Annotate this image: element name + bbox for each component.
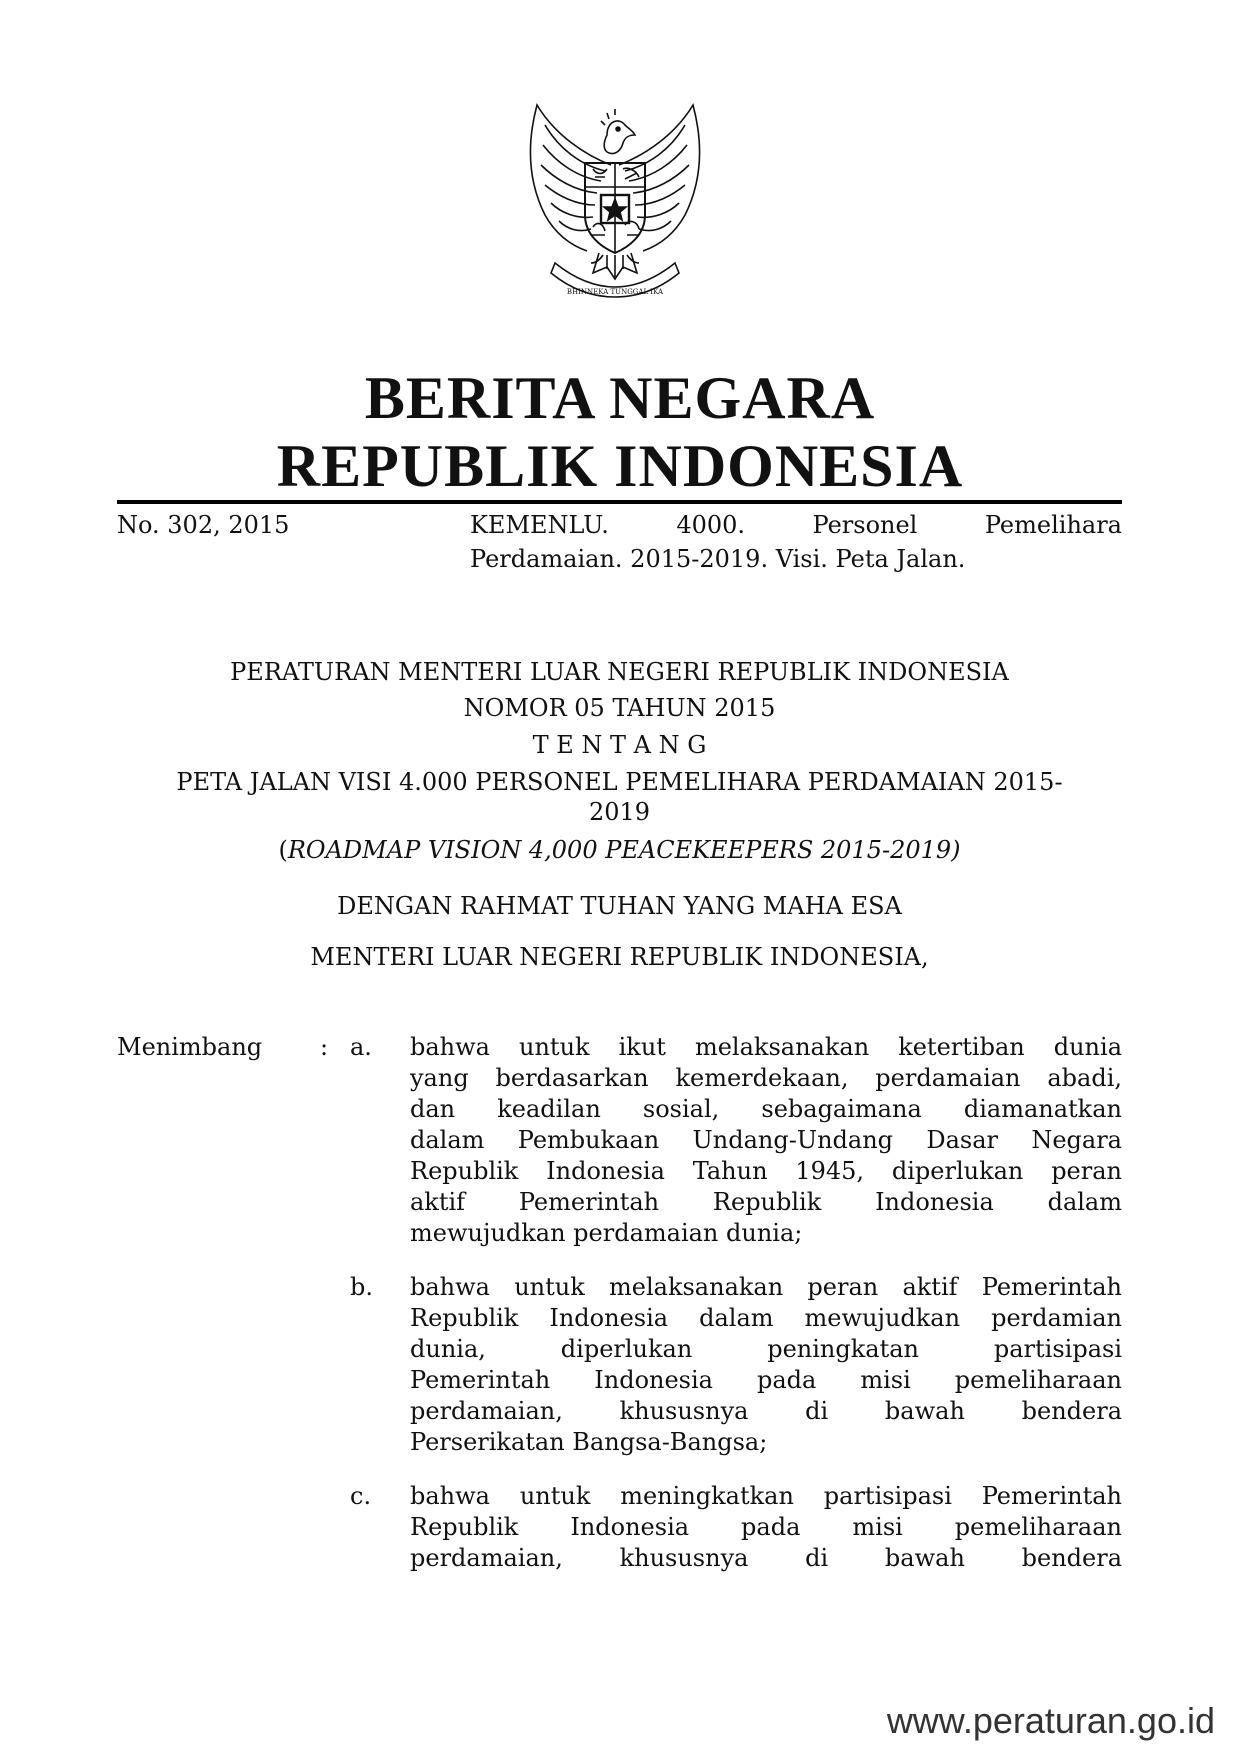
regulation-title-line1: PETA JALAN VISI 4.000 PERSONEL PEMELIHARA PERDAMAIAN 2015- xyxy=(176,768,1063,796)
text-line: perdamaian, khususnya di bawah bendera xyxy=(410,1397,1122,1425)
text-line: bahwa untuk ikut melaksanakan ketertiban dunia xyxy=(410,1033,1122,1061)
gazette-number: No. 302, 2015 xyxy=(117,511,290,539)
text-line: Pemerintah Indonesia pada misi pemeliharaan xyxy=(410,1366,1122,1394)
masthead-title-line1: BERITA NEGARA xyxy=(364,365,876,431)
item-b-marker: b. xyxy=(350,1273,373,1301)
garuda-pancasila-emblem xyxy=(515,95,715,305)
text-line: Republik Indonesia Tahun 1945, diperlukan peran xyxy=(410,1157,1122,1185)
item-a-marker: a. xyxy=(350,1033,372,1061)
gazette-subject-line1: KEMENLU. 4000. Personel Pemelihara xyxy=(470,511,1122,539)
regulation-number: NOMOR 05 TAHUN 2015 xyxy=(463,694,776,722)
emblem-motto: BHINNEKA TUNGGAL IKA xyxy=(566,288,664,296)
text-line: Republik Indonesia dalam mewujudkan perdamian xyxy=(410,1304,1122,1332)
gazette-subject xyxy=(470,508,1122,576)
subtitle-paren: ( xyxy=(278,836,288,864)
text-line: Perserikatan Bangsa-Bangsa; xyxy=(410,1428,768,1456)
masthead-title-line2: REPUBLIK INDONESIA xyxy=(276,433,964,499)
regulation-heading: PERATURAN MENTERI LUAR NEGERI REPUBLIK INDONESIA xyxy=(230,658,1009,686)
blessing-line: DENGAN RAHMAT TUHAN YANG MAHA ESA xyxy=(337,892,902,920)
text-line: dalam Pembukaan Undang-Undang Dasar Negara xyxy=(410,1126,1122,1154)
item-b-text xyxy=(410,1272,1122,1458)
text-line: Republik Indonesia pada misi pemeliharaan xyxy=(410,1513,1122,1541)
text-line: bahwa untuk meningkatkan partisipasi Pemerintah xyxy=(410,1482,1122,1510)
item-a-text xyxy=(410,1032,1122,1249)
header-rule xyxy=(117,500,1122,504)
subtitle-english: ROADMAP VISION 4,000 PEACEKEEPERS 2015-2019) xyxy=(287,836,961,864)
text-line: mewujudkan perdamaian dunia; xyxy=(410,1219,803,1247)
about-heading: T E N T A N G xyxy=(532,731,707,759)
regulation-title-line2: 2019 xyxy=(588,798,651,826)
gazette-subject-line2: Perdamaian. 2015-2019. Visi. Peta Jalan. xyxy=(470,545,966,573)
regulation-subtitle xyxy=(117,835,1122,865)
issuer-line: MENTERI LUAR NEGERI REPUBLIK INDONESIA, xyxy=(310,943,929,971)
item-c-marker: c. xyxy=(350,1482,372,1510)
text-line: dunia, diperlukan peningkatan partisipasi xyxy=(410,1335,1122,1363)
item-c-text xyxy=(410,1481,1122,1574)
considering-label: Menimbang xyxy=(117,1033,263,1061)
considering-colon: : xyxy=(320,1033,329,1061)
footer-website: www.peraturan.go.id xyxy=(886,1700,1215,1741)
text-line: yang berdasarkan kemerdekaan, perdamaian abadi, xyxy=(410,1064,1122,1092)
text-line: bahwa untuk melaksanakan peran aktif Pemerintah xyxy=(410,1273,1122,1301)
text-line: aktif Pemerintah Republik Indonesia dalam xyxy=(410,1188,1122,1216)
text-line: dan keadilan sosial, sebagaimana diamanatkan xyxy=(410,1095,1122,1123)
text-line: perdamaian, khususnya di bawah bendera xyxy=(410,1544,1122,1572)
